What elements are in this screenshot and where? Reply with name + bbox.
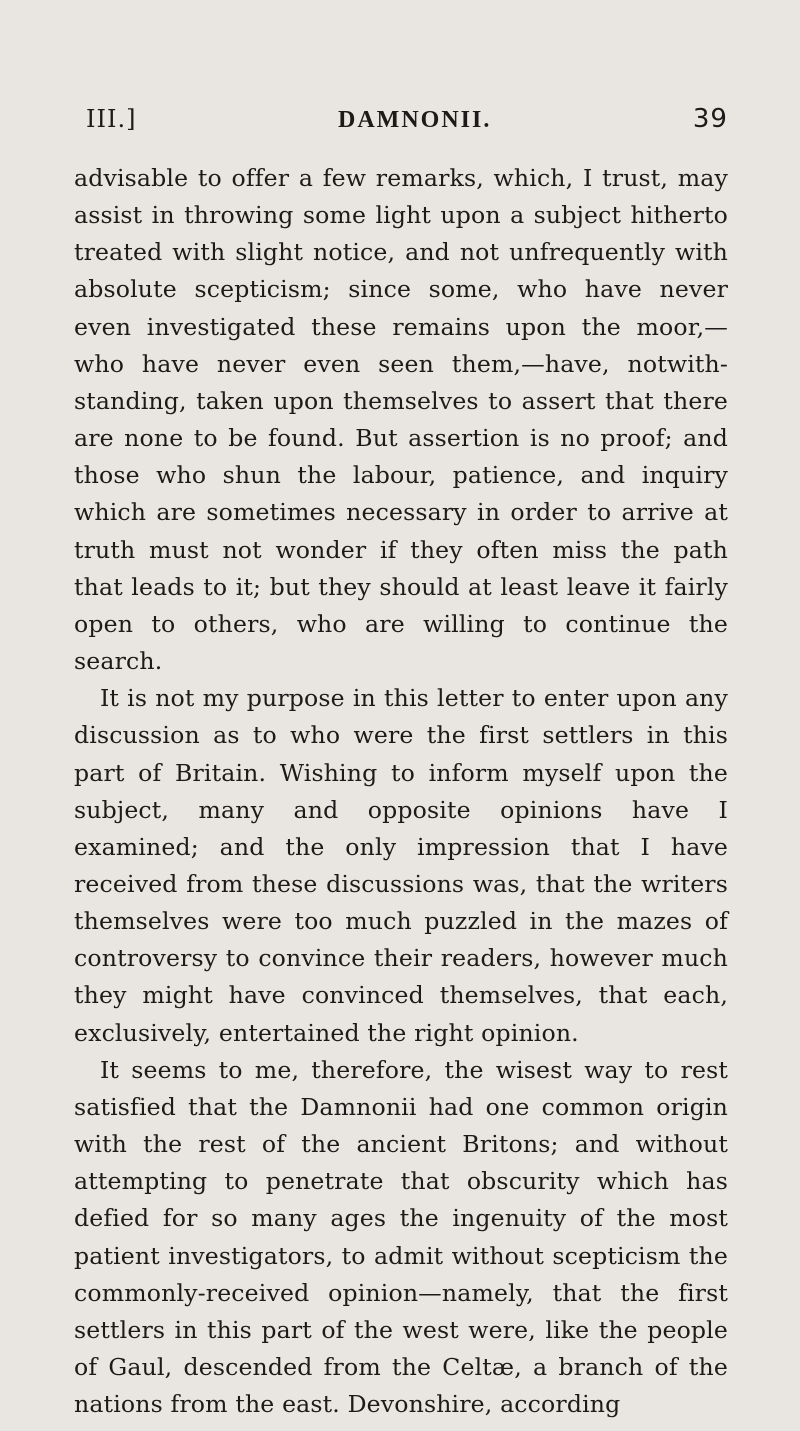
running-head (86, 104, 728, 144)
running-title: DAMNONII. (338, 107, 492, 133)
chapter-marker: III.] (86, 105, 137, 133)
paragraph-1: advisable to offer a few remarks, which, I trust, may assist in throwing some light upon a subject hitherto treated with slight notice, and not unfrequently with absolute scepticism; since some, who have never even investigated these remains upon the moor,—who have never even seen them,—have, notwith-standing, taken upon themselves to assert that there are none to be found. But assertion is no proof; and those who shun the labour, patience, and inquiry which are sometimes necessary in order to arrive at truth must not wonder if they often miss the path that leads to it; but they should at least leave it fairly open to others, who are willing to continue the search. (74, 164, 728, 676)
paragraph-3: It seems to me, therefore, the wisest way to rest satisfied that the Damnonii had one common origin with the rest of the ancient Britons; and without attempting to penetrate that obscurity which has defied for so many ages the ingenuity of the most patient investigators, to admit without scepticism the commonly-received opinion—namely, that the first settlers in this part of the west were, like the people of Gaul, descended from the Celtæ, a branch of the nations from the east. Devonshire, according (74, 1055, 728, 1419)
page-number: 39 (692, 104, 728, 134)
body-text (74, 160, 728, 1423)
paragraph-2: It is not my purpose in this letter to enter upon any discussion as to who were the first settlers in this part of Britain. Wishing to inform myself upon the subject, many and opposite opinions have I examined; and the only impression that I have received from these discussions was, that the writers themselves were too much puzzled in the mazes of controversy to convince their readers, however much they might have convinced themselves, that each, exclusively, entertained the right opinion. (74, 684, 728, 1047)
